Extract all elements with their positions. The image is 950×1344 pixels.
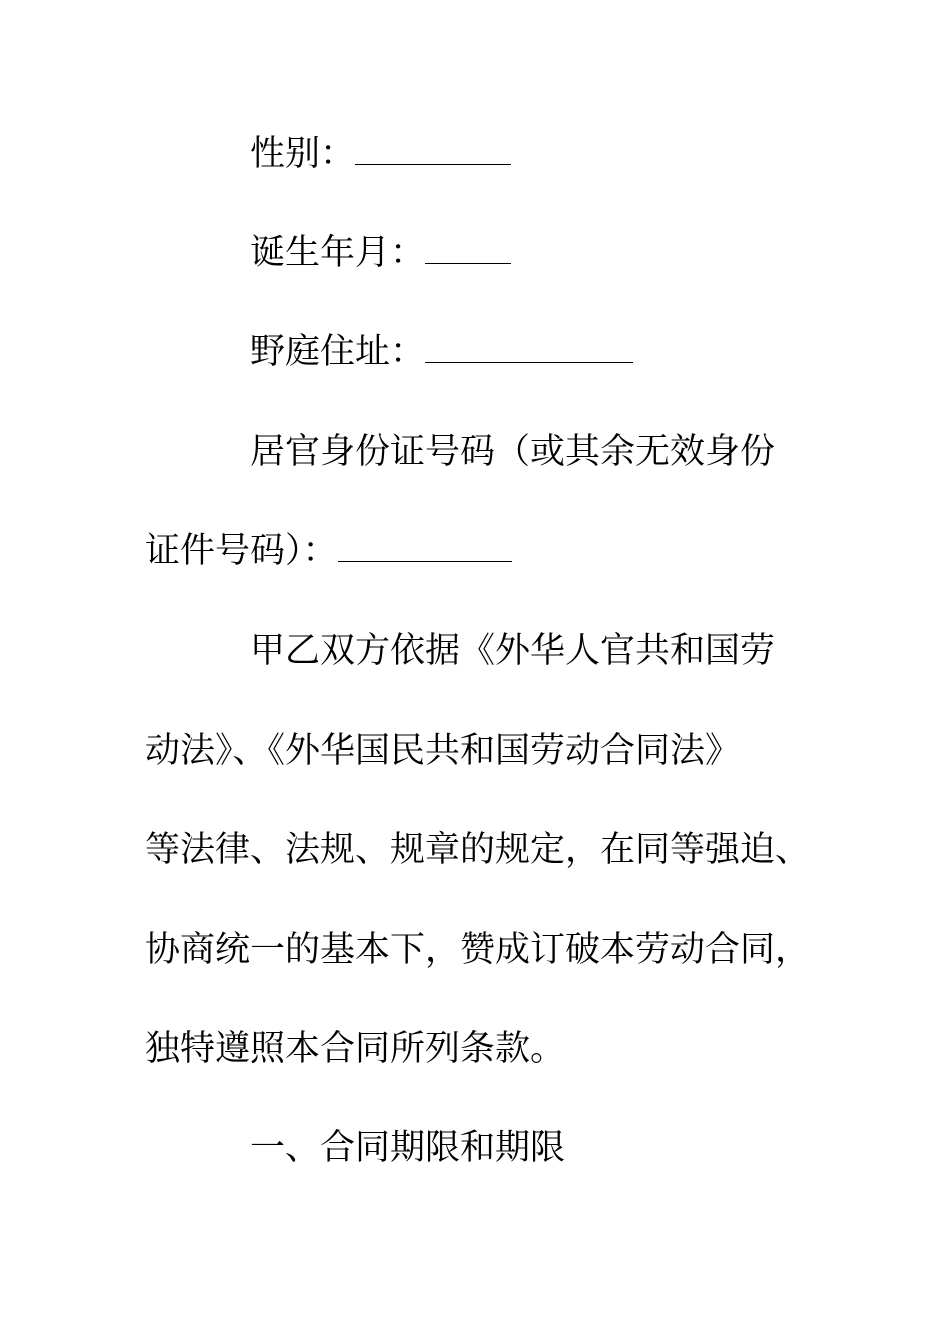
gender-blank[interactable]: [355, 136, 511, 165]
address-field: [250, 332, 930, 372]
address-label: 野庭住址：: [250, 332, 426, 372]
paragraph-line-3: 等法律、法规、规章的规定，在同等强迫、: [145, 830, 811, 870]
birth-blank[interactable]: [425, 235, 511, 264]
id-blank[interactable]: [338, 533, 512, 562]
id-field: [145, 531, 825, 571]
gender-label: 性别：: [250, 134, 356, 174]
id-label-line2: 证件号码）：: [145, 531, 338, 571]
paragraph-line-5: 独特遵照本合同所列条款。: [145, 1029, 566, 1069]
paragraph-line-4: 协商统一的基本下，赞成订破本劳动合同，: [145, 930, 811, 970]
gender-field: [250, 134, 930, 174]
paragraph-line-2: 动法》、《外华国民共和国劳动合同法》: [145, 731, 741, 771]
paragraph-line-1: 甲乙双方依据《外华人官共和国劳: [250, 631, 776, 671]
birth-label: 诞生年月：: [250, 233, 426, 273]
id-field-label-line1: 居官身份证号码（或其余无效身份: [250, 432, 776, 472]
section-heading: 一、合同期限和期限: [250, 1128, 566, 1168]
address-blank[interactable]: [425, 334, 633, 363]
birth-field: [250, 233, 930, 273]
